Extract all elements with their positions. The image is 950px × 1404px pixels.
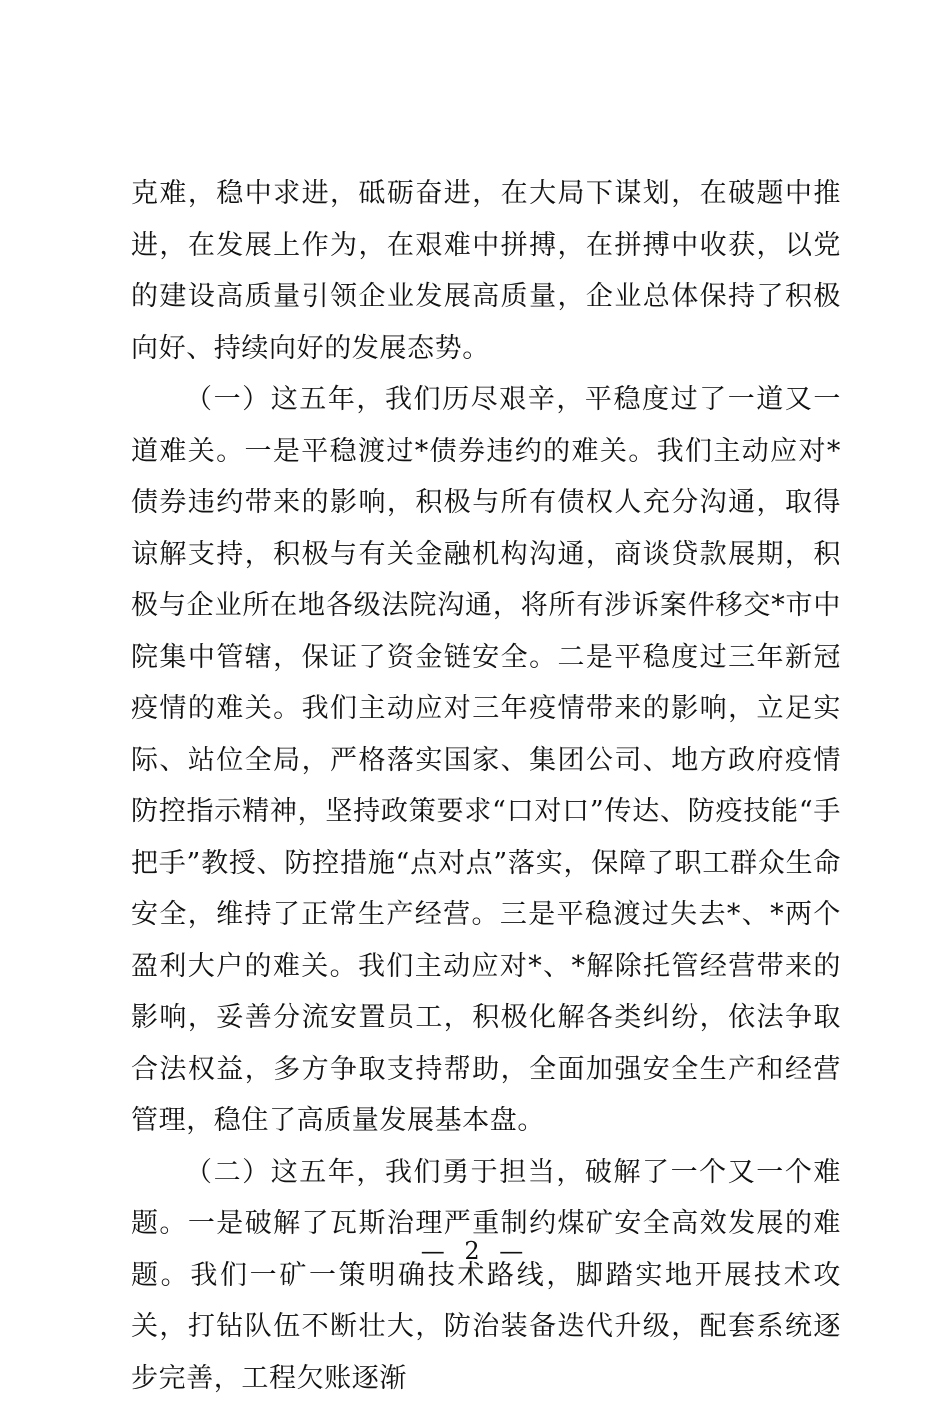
paragraph-continuation: 克难，稳中求进，砥砺奋进，在大局下谋划，在破题中推进，在发展上作为，在艰难中拼搏，在拼搏中收获，以党的建设高质量引领企业发展高质量，企业总体保持了积极向好、持续向好的发展态势。 — [131, 168, 841, 374]
page-number: — 2 — — [0, 1237, 950, 1265]
body-text — [131, 168, 841, 1404]
paragraph-section-two: （二）这五年，我们勇于担当，破解了一个又一个难题。一是破解了瓦斯治理严重制约煤矿安全高效发展的难题。我们一矿一策明确技术路线，脚踏实地开展技术攻关，打钻队伍不断壮大，防治装备迭代升级，配套系统逐步完善，工程欠账逐渐 — [131, 1147, 841, 1404]
paragraph-section-one: （一）这五年，我们历尽艰辛，平稳度过了一道又一道难关。一是平稳渡过*债券违约的难关。我们主动应对*债券违约带来的影响，积极与所有债权人充分沟通，取得谅解支持，积极与有关金融机构沟通，商谈贷款展期，积极与企业所在地各级法院沟通，将所有涉诉案件移交*市中院集中管辖，保证了资金链安全。二是平稳度过三年新冠疫情的难关。我们主动应对三年疫情带来的影响，立足实际、站位全局，严格落实国家、集团公司、地方政府疫情防控指示精神，坚持政策要求“口对口”传达、防疫技能“手把手”教授、防控措施“点对点”落实，保障了职工群众生命安全，维持了正常生产经营。三是平稳渡过失去*、*两个盈利大户的难关。我们主动应对*、*解除托管经营带来的影响，妥善分流安置员工，积极化解各类纠纷，依法争取合法权益，多方争取支持帮助，全面加强安全生产和经营管理，稳住了高质量发展基本盘。 — [131, 374, 841, 1147]
